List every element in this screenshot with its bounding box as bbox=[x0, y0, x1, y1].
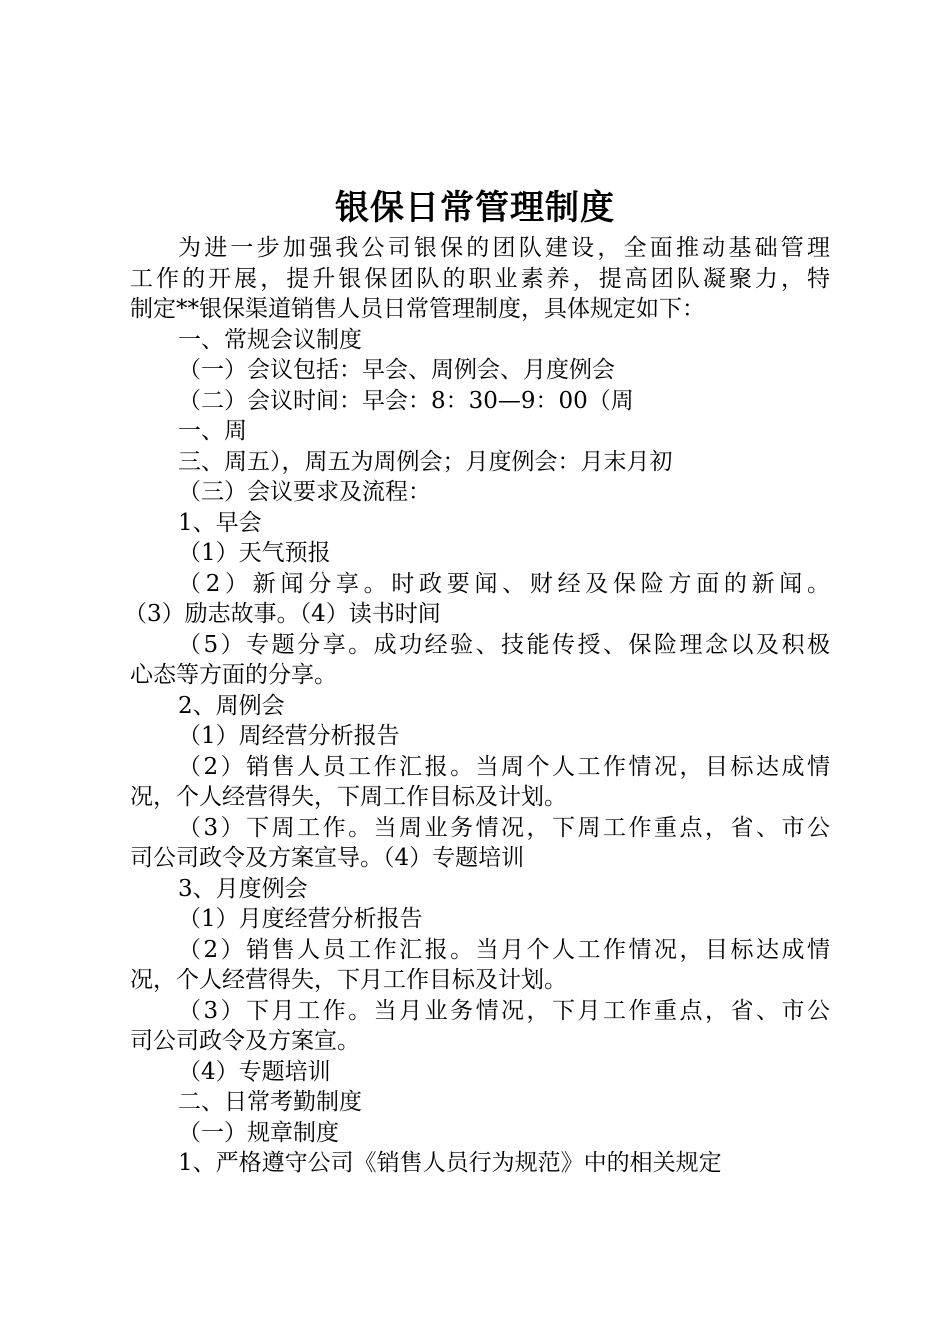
document-title: 银保日常管理制度 bbox=[335, 188, 615, 228]
paragraph-line: 工作的开展，提升银保团队的职业素养，提高团队凝聚力，特 bbox=[130, 265, 830, 292]
item-heading: 2、周例会 bbox=[178, 692, 285, 719]
list-item: （2）销售人员工作汇报。当月个人工作情况，目标达成情 bbox=[178, 936, 830, 963]
list-item: （1）周经营分析报告 bbox=[178, 723, 400, 749]
paragraph-line: 况，个人经营得失，下周工作目标及计划。 bbox=[130, 784, 567, 810]
list-item: 1、严格遵守公司《销售人员行为规范》中的相关规定 bbox=[178, 1150, 722, 1176]
list-item: （5）专题分享。成功经验、技能传授、保险理念以及积极 bbox=[178, 631, 830, 658]
subsection-line: （二）会议时间：早会：8：30—9：00（周 bbox=[178, 387, 634, 414]
paragraph-line: 心态等方面的分享。 bbox=[130, 662, 337, 688]
list-item: （1）天气预报 bbox=[178, 540, 331, 566]
list-item: （4）专题培训 bbox=[178, 1058, 331, 1085]
list-item: （2）销售人员工作汇报。当周个人工作情况，目标达成情 bbox=[178, 753, 830, 780]
paragraph-line: 为进一步加强我公司银保的团队建设，全面推动基础管理 bbox=[178, 235, 830, 261]
paragraph-line: 况，个人经营得失，下月工作目标及计划。 bbox=[130, 967, 567, 993]
paragraph-line: 三、周五），周五为周例会；月度例会：月末月初 bbox=[178, 448, 673, 475]
section-heading: 一、常规会议制度 bbox=[178, 326, 362, 353]
list-item: （2）新闻分享。时政要闻、财经及保险方面的新闻。 bbox=[178, 570, 830, 597]
subsection-line: （三）会议要求及流程： bbox=[178, 479, 431, 505]
section-heading: 二、日常考勤制度 bbox=[178, 1089, 362, 1115]
list-item: （1）月度经营分析报告 bbox=[178, 906, 423, 932]
paragraph-line: 一、周 bbox=[178, 418, 247, 444]
list-item: （3）下月工作。当月业务情况，下月工作重点，省、市公 bbox=[178, 997, 830, 1024]
subsection-line: （一）规章制度 bbox=[178, 1119, 339, 1146]
paragraph-line: 司公司政令及方案宣导。（4）专题培训 bbox=[130, 845, 525, 871]
document-body bbox=[124, 233, 830, 1179]
paragraph-line: 制定**银保渠道销售人员日常管理制度，具体规定如下： bbox=[130, 296, 705, 322]
item-heading: 1、早会 bbox=[178, 509, 262, 536]
paragraph-line: 司公司政令及方案宣。 bbox=[130, 1028, 360, 1054]
subsection-line: （一）会议包括：早会、周例会、月度例会 bbox=[178, 357, 615, 383]
list-item: （3）励志故事。（4）读书时间 bbox=[124, 601, 441, 627]
item-heading: 3、月度例会 bbox=[178, 875, 308, 902]
list-item: （3）下周工作。当周业务情况，下周工作重点，省、市公 bbox=[178, 814, 830, 841]
